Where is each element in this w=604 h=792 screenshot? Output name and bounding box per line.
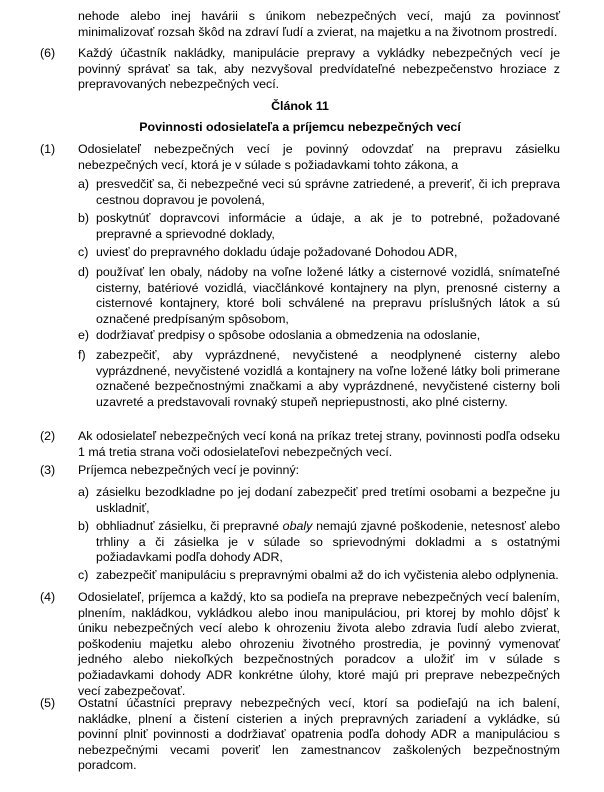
paragraph-3 bbox=[40, 463, 560, 479]
paragraph-number: (6) bbox=[40, 46, 56, 60]
paragraph-number: (2) bbox=[40, 429, 56, 443]
item-letter: a) bbox=[78, 177, 90, 191]
item-letter: f) bbox=[78, 348, 86, 362]
item-text: používať len obaly, nádoby na voľne ložené látky a cisternové vozidlá, snímateľné cisterny, batériové vozidlá, viacčlánkové kontajnery na plyn, prenosné cisterny a cisternové kontajnery, ktoré boli schválené na prepravu príslušných látok a sú označené predpísaným spôsobom, bbox=[96, 265, 560, 326]
item-text: zabezpečiť, aby vyprázdnené, nevyčistené a neodplynené cisterny alebo vyprázdnené, nevyčistené vozidlá a kontajnery na voľne ložené látky boli primerane označené bezpečnostnými značkami a aby vyprázdnené, nevyčistené cisterny boli uzavreté a predstavovali rovnaký stupeň nepriepustnosti, ako plné cisterny. bbox=[96, 348, 560, 409]
item-letter: b) bbox=[78, 519, 90, 533]
list-item bbox=[78, 485, 560, 516]
item-text: zabezpečiť manipuláciu s prepravnými obalmi až do ich vyčistenia alebo odplynenia. bbox=[96, 568, 559, 582]
article-number: Článok 11 bbox=[271, 99, 329, 113]
item-text: zásielku bezodkladne po jej dodaní zabezpečiť pred tretími osobami a bezpečne ju uskladniť, bbox=[96, 485, 560, 515]
paragraph-4 bbox=[40, 590, 560, 699]
list-item bbox=[78, 328, 560, 344]
paragraph-text: Ostatní účastníci prepravy nebezpečných vecí, ktorí sa podieľajú na ich balení, nakládke, plnení a čistení cisterien a iných prepravných zariadení a vykládke, sú povinní plniť povinnosti a dodržiavať opatrenia podľa dohody ADR a manipuláciou s nebezpečnými vecami poveriť len zamestnancov zaškolených bezpečnostným poradcom. bbox=[78, 696, 560, 773]
list-item bbox=[78, 177, 560, 208]
list-item bbox=[78, 348, 560, 410]
article-title: Povinnosti odosielateľa a príjemcu nebezpečných vecí bbox=[139, 120, 461, 134]
item-text: poskytnúť dopravcovi informácie a údaje, a ak je to potrebné, požadované prepravné a sprievodné doklady, bbox=[96, 211, 560, 241]
item-letter: e) bbox=[78, 328, 90, 342]
paragraph-5 bbox=[40, 696, 560, 774]
list-item bbox=[78, 519, 560, 566]
item-text-part: obhliadnuť zásielku, či prepravné bbox=[96, 519, 283, 533]
paragraph-text: Príjemca nebezpečných vecí je povinný: bbox=[78, 463, 300, 477]
item-text-emphasis: obaly bbox=[282, 519, 313, 533]
item-text: dodržiavať predpisy o spôsobe odoslania a obmedzenia na odoslanie, bbox=[96, 328, 481, 342]
paragraph-2 bbox=[40, 429, 560, 460]
paragraph-number: (5) bbox=[40, 696, 56, 710]
paragraph-text: Odosielateľ, príjemca a každý, kto sa podieľa na preprave nebezpečných vecí balením, plnením, nakládkou, vykládkou alebo inou manipuláciou, pri ktorej by mohlo dôjsť k úniku nebezpečných vecí alebo k ohrozeniu života alebo zdravia ľudí alebo zvierat, poškodeniu majetku alebo ohrozeniu životného prostredia, je povinný vymenovať jedného alebo niekoľkých bezpečnostných poradcov a uložiť im v súlade s požiadavkami dohody ADR konkrétne úlohy, ktoré majú pri preprave nebezpečných vecí zabezpečovať. bbox=[78, 590, 560, 698]
item-letter: b) bbox=[78, 211, 90, 225]
paragraph-6 bbox=[40, 46, 560, 93]
paragraph-number: (1) bbox=[40, 142, 56, 156]
item-letter: a) bbox=[78, 485, 90, 499]
item-text: uviesť do prepravného dokladu údaje požadované Dohodou ADR, bbox=[96, 245, 458, 259]
paragraph-number: (4) bbox=[40, 590, 56, 604]
paragraph-text: Každý účastník nakládky, manipulácie prepravy a vykládky nebezpečných vecí je povinný správať sa tak, aby nezvyšoval predvídateľné nebezpečenstvo hroziace z prepravovaných nebezpečných vecí. bbox=[78, 46, 560, 92]
paragraph-number: (3) bbox=[40, 463, 56, 477]
item-text: presvedčiť sa, či nebezpečné veci sú správne zatriedené, a preveriť, či ich preprava cestnou dopravou je povolená, bbox=[96, 177, 560, 207]
item-letter: c) bbox=[78, 245, 89, 259]
list-item bbox=[78, 211, 560, 242]
continuation-text: nehode alebo inej havárii s únikom nebezpečných vecí, majú za povinnosť minimalizovať rozsah škôd na zdraví ľudí a zvierat, na majetku a na životnom prostredí. bbox=[78, 9, 560, 39]
list-item bbox=[78, 265, 560, 327]
item-text bbox=[96, 519, 560, 566]
paragraph-text: Odosielateľ nebezpečných vecí je povinný odovzdať na prepravu zásielku nebezpečných vecí, ktorá je v súlade s požiadavkami tohto zákona, a bbox=[78, 142, 560, 172]
list-item bbox=[78, 568, 560, 584]
paragraph-text: Ak odosielateľ nebezpečných vecí koná na príkaz tretej strany, povinnosti podľa odseku 1 má tretia strana voči odosielateľovi nebezpečných vecí. bbox=[78, 429, 560, 459]
item-letter: c) bbox=[78, 568, 89, 582]
list-item bbox=[78, 245, 560, 261]
item-text-part: nemajú zjavné poškodenie, netesnosť alebo trhliny a či zásielka je v súlade so sprievodnými dokladmi a s ostatnými požiadavkami podľa dohody ADR, bbox=[96, 519, 560, 565]
item-letter: d) bbox=[78, 265, 90, 279]
paragraph-1 bbox=[40, 142, 560, 173]
